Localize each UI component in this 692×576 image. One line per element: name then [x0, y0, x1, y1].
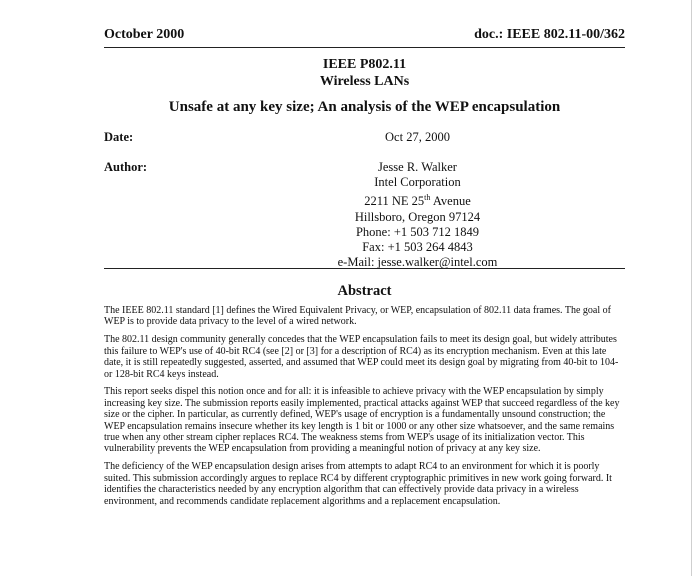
author-rule: [104, 268, 625, 269]
abstract-paragraph-4: The deficiency of the WEP encapsulation design arises from attempts to adapt RC4 to an environment for which it is poorly suited. This submission accordingly argues to replace RC4 by different cryptographic primitives in new work going forward. It identifies the characteristics needed by any encryption algorithm that can effectively provide data privacy in a wireless environment, and recommends candidate replacement algorithms and a replacement encapsulation.: [104, 461, 612, 507]
header-rule: [104, 47, 625, 48]
author-email: e-Mail: jesse.walker@intel.com: [337, 255, 498, 270]
page-header: [104, 27, 625, 43]
abstract-paragraph-2: The 802.11 design community generally concedes that the WEP encapsulation fails to meet its design goal, but widely attributes this failure to WEP's use of 40-bit RC4 (see [2] or [3] for a description of RC4) as its encryption mechanism. Even at this late date, it is still repeatedly suggested, asserted, and assumed that WEP could meet its design goal by migrating from 40-bit to 104- or 128-bit RC4 keys instead.: [104, 334, 619, 380]
document-subject: Unsafe at any key size; An analysis of the WEP encapsulation: [168, 99, 561, 115]
author-phone: Phone: +1 503 712 1849: [355, 224, 480, 239]
header-date: October 2000: [104, 27, 185, 42]
address-street: 2211 NE 25: [364, 194, 425, 209]
address-ordinal: th: [424, 193, 431, 203]
address-avenue: Avenue: [430, 194, 471, 209]
author-label: Author:: [104, 160, 148, 174]
abstract-heading: Abstract: [337, 283, 392, 299]
author-name: Jesse R. Walker: [378, 160, 457, 174]
abstract-paragraph-3: This report seeks dispel this notion once and for all: it is infeasible to achieve privacy with the WEP encapsulation by simply increasing key size. The submission reports easily implemented, practical attacks against WEP that succeed regardless of the key size or the cipher. In particular, as currently defined, WEP's usage of encryption is a fundamentally unsound construction; the WEP encapsulation remains insecure whether its key length is 1 bit or 1000 or any other size whatsoever, and the same remains true when any other stream cipher replaces RC4. The weakness stems from WEP's usage of its initialization vector. This vulnerability prevents the WEP encapsulation from providing a meaningful notion of privacy at any key size.: [104, 386, 620, 455]
abstract-body: [104, 305, 625, 514]
author-address: [210, 190, 625, 209]
document-title: [104, 56, 625, 90]
author-fax: Fax: +1 503 264 4843: [362, 240, 473, 255]
date-value: Oct 27, 2000: [385, 130, 450, 144]
date-label: Date:: [104, 130, 134, 144]
abstract-paragraph-1: The IEEE 802.11 standard [1] defines the Wired Equivalent Privacy, or WEP, encapsulation of 802.11 data frames. The goal of WEP is to provide data privacy to the level of a wired network.: [104, 305, 611, 328]
author-block: [210, 160, 625, 271]
header-doc-number: doc.: IEEE 802.11-00/362: [474, 27, 625, 42]
author-city: Hillsboro, Oregon 97124: [354, 209, 481, 224]
author-company: Intel Corporation: [374, 175, 461, 190]
title-line-2: Wireless LANs: [319, 74, 410, 89]
title-line-1: IEEE P802.11: [322, 57, 407, 72]
